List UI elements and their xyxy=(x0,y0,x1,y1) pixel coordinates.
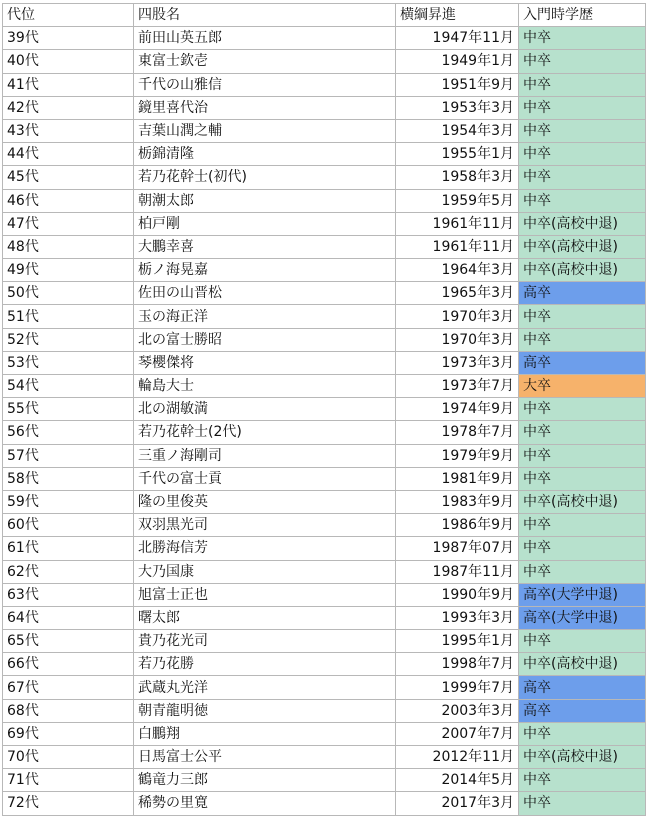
promotion-date-cell[interactable]: 1999年7月 xyxy=(396,676,519,699)
shikona-cell[interactable]: 前田山英五郎 xyxy=(134,27,396,50)
shikona-cell[interactable]: 柏戸剛 xyxy=(134,212,396,235)
generation-cell[interactable]: 39代 xyxy=(3,27,134,50)
header-shikona[interactable]: 四股名 xyxy=(134,4,396,27)
education-cell[interactable]: 大卒 xyxy=(519,375,646,398)
promotion-date-cell[interactable]: 1965年3月 xyxy=(396,282,519,305)
education-cell[interactable]: 高卒(大学中退) xyxy=(519,606,646,629)
shikona-cell[interactable]: 大乃国康 xyxy=(134,560,396,583)
shikona-cell[interactable]: 白鵬翔 xyxy=(134,722,396,745)
education-cell[interactable]: 中卒 xyxy=(519,537,646,560)
generation-cell[interactable]: 49代 xyxy=(3,259,134,282)
promotion-date-cell[interactable]: 1990年9月 xyxy=(396,583,519,606)
table-row xyxy=(3,143,646,166)
education-cell[interactable]: 中卒 xyxy=(519,398,646,421)
education-cell[interactable]: 中卒 xyxy=(519,143,646,166)
generation-cell[interactable]: 51代 xyxy=(3,305,134,328)
shikona-cell[interactable]: 玉の海正洋 xyxy=(134,305,396,328)
table-row xyxy=(3,189,646,212)
promotion-date-cell[interactable]: 1955年1月 xyxy=(396,143,519,166)
generation-cell[interactable]: 56代 xyxy=(3,421,134,444)
generation-cell[interactable]: 44代 xyxy=(3,143,134,166)
generation-cell[interactable]: 71代 xyxy=(3,769,134,792)
shikona-cell[interactable]: 三重ノ海剛司 xyxy=(134,444,396,467)
education-cell[interactable]: 中卒 xyxy=(519,96,646,119)
generation-cell[interactable]: 67代 xyxy=(3,676,134,699)
education-cell[interactable]: 中卒 xyxy=(519,328,646,351)
promotion-date-cell[interactable]: 1947年11月 xyxy=(396,27,519,50)
generation-cell[interactable]: 55代 xyxy=(3,398,134,421)
generation-cell[interactable]: 53代 xyxy=(3,351,134,374)
generation-cell[interactable]: 60代 xyxy=(3,514,134,537)
education-cell[interactable]: 中卒 xyxy=(519,467,646,490)
table-row xyxy=(3,630,646,653)
shikona-cell[interactable]: 旭富士正也 xyxy=(134,583,396,606)
shikona-cell[interactable]: 栃ノ海晃嘉 xyxy=(134,259,396,282)
generation-cell[interactable]: 43代 xyxy=(3,119,134,142)
header-row xyxy=(3,4,646,27)
shikona-cell[interactable]: 若乃花幹士(2代) xyxy=(134,421,396,444)
table-row xyxy=(3,212,646,235)
promotion-date-cell[interactable]: 1981年9月 xyxy=(396,467,519,490)
shikona-cell[interactable]: 琴櫻傑将 xyxy=(134,351,396,374)
education-cell[interactable]: 中卒 xyxy=(519,722,646,745)
education-cell[interactable]: 中卒 xyxy=(519,444,646,467)
header-promotion-date[interactable]: 横綱昇進 xyxy=(396,4,519,27)
education-cell[interactable]: 中卒 xyxy=(519,305,646,328)
promotion-date-cell[interactable]: 1964年3月 xyxy=(396,259,519,282)
table-row xyxy=(3,328,646,351)
promotion-date-cell[interactable]: 1959年5月 xyxy=(396,189,519,212)
table-row xyxy=(3,375,646,398)
header-education[interactable]: 入門時学歴 xyxy=(519,4,646,27)
shikona-cell[interactable]: 日馬富士公平 xyxy=(134,746,396,769)
shikona-cell[interactable]: 貴乃花光司 xyxy=(134,630,396,653)
promotion-date-cell[interactable]: 1987年11月 xyxy=(396,560,519,583)
generation-cell[interactable]: 63代 xyxy=(3,583,134,606)
shikona-cell[interactable]: 稀勢の里寛 xyxy=(134,792,396,815)
education-cell[interactable]: 中卒 xyxy=(519,560,646,583)
generation-cell[interactable]: 58代 xyxy=(3,467,134,490)
shikona-cell[interactable]: 吉葉山潤之輔 xyxy=(134,119,396,142)
generation-cell[interactable]: 54代 xyxy=(3,375,134,398)
shikona-cell[interactable]: 双羽黒光司 xyxy=(134,514,396,537)
promotion-date-cell[interactable]: 1993年3月 xyxy=(396,606,519,629)
shikona-cell[interactable]: 輪島大士 xyxy=(134,375,396,398)
promotion-date-cell[interactable]: 1986年9月 xyxy=(396,514,519,537)
shikona-cell[interactable]: 佐田の山晋松 xyxy=(134,282,396,305)
table-row xyxy=(3,653,646,676)
table-body xyxy=(3,27,646,815)
table-row xyxy=(3,27,646,50)
shikona-cell[interactable]: 隆の里俊英 xyxy=(134,490,396,513)
education-cell[interactable]: 高卒 xyxy=(519,676,646,699)
shikona-cell[interactable]: 北の湖敏満 xyxy=(134,398,396,421)
generation-cell[interactable]: 52代 xyxy=(3,328,134,351)
promotion-date-cell[interactable]: 1998年7月 xyxy=(396,653,519,676)
education-cell[interactable]: 高卒 xyxy=(519,282,646,305)
generation-cell[interactable]: 69代 xyxy=(3,722,134,745)
table-row xyxy=(3,73,646,96)
header-generation[interactable]: 代位 xyxy=(3,4,134,27)
shikona-cell[interactable]: 曙太郎 xyxy=(134,606,396,629)
promotion-date-cell[interactable]: 2007年7月 xyxy=(396,722,519,745)
generation-cell[interactable]: 59代 xyxy=(3,490,134,513)
table-row xyxy=(3,467,646,490)
generation-cell[interactable]: 68代 xyxy=(3,699,134,722)
promotion-date-cell[interactable]: 1958年3月 xyxy=(396,166,519,189)
promotion-date-cell[interactable]: 1987年07月 xyxy=(396,537,519,560)
generation-cell[interactable]: 66代 xyxy=(3,653,134,676)
education-cell[interactable]: 中卒 xyxy=(519,421,646,444)
education-cell[interactable]: 中卒(高校中退) xyxy=(519,490,646,513)
table-row xyxy=(3,351,646,374)
education-cell[interactable]: 中卒 xyxy=(519,792,646,815)
generation-cell[interactable]: 40代 xyxy=(3,50,134,73)
shikona-cell[interactable]: 朝青龍明徳 xyxy=(134,699,396,722)
table-row xyxy=(3,676,646,699)
shikona-cell[interactable]: 若乃花幹士(初代) xyxy=(134,166,396,189)
table-row xyxy=(3,119,646,142)
table-row xyxy=(3,769,646,792)
promotion-date-cell[interactable]: 1978年7月 xyxy=(396,421,519,444)
promotion-date-cell[interactable]: 1949年1月 xyxy=(396,50,519,73)
yokozuna-table xyxy=(2,3,646,816)
promotion-date-cell[interactable]: 1973年3月 xyxy=(396,351,519,374)
table-row xyxy=(3,490,646,513)
shikona-cell[interactable]: 若乃花勝 xyxy=(134,653,396,676)
education-cell[interactable]: 中卒 xyxy=(519,189,646,212)
generation-cell[interactable]: 62代 xyxy=(3,560,134,583)
table-row xyxy=(3,96,646,119)
table-row xyxy=(3,560,646,583)
shikona-cell[interactable]: 千代の富士貢 xyxy=(134,467,396,490)
table-row xyxy=(3,282,646,305)
education-cell[interactable]: 中卒 xyxy=(519,50,646,73)
table-row xyxy=(3,722,646,745)
table-row xyxy=(3,792,646,815)
table-row xyxy=(3,305,646,328)
shikona-cell[interactable]: 栃錦清隆 xyxy=(134,143,396,166)
table-row xyxy=(3,235,646,258)
generation-cell[interactable]: 70代 xyxy=(3,746,134,769)
shikona-cell[interactable]: 大鵬幸喜 xyxy=(134,235,396,258)
education-cell[interactable]: 中卒(高校中退) xyxy=(519,746,646,769)
education-cell[interactable]: 中卒(高校中退) xyxy=(519,653,646,676)
table-row xyxy=(3,50,646,73)
table-row xyxy=(3,537,646,560)
generation-cell[interactable]: 65代 xyxy=(3,630,134,653)
promotion-date-cell[interactable]: 2017年3月 xyxy=(396,792,519,815)
table-row xyxy=(3,259,646,282)
shikona-cell[interactable]: 東富士欽壱 xyxy=(134,50,396,73)
shikona-cell[interactable]: 武蔵丸光洋 xyxy=(134,676,396,699)
promotion-date-cell[interactable]: 1983年9月 xyxy=(396,490,519,513)
table-row xyxy=(3,699,646,722)
education-cell[interactable]: 中卒 xyxy=(519,119,646,142)
promotion-date-cell[interactable]: 1953年3月 xyxy=(396,96,519,119)
shikona-cell[interactable]: 北の富士勝昭 xyxy=(134,328,396,351)
education-cell[interactable]: 高卒 xyxy=(519,351,646,374)
education-cell[interactable]: 中卒 xyxy=(519,630,646,653)
generation-cell[interactable]: 72代 xyxy=(3,792,134,815)
promotion-date-cell[interactable]: 1970年3月 xyxy=(396,328,519,351)
table-row xyxy=(3,166,646,189)
generation-cell[interactable]: 45代 xyxy=(3,166,134,189)
promotion-date-cell[interactable]: 1951年9月 xyxy=(396,73,519,96)
table-row xyxy=(3,606,646,629)
promotion-date-cell[interactable]: 1961年11月 xyxy=(396,212,519,235)
promotion-date-cell[interactable]: 1954年3月 xyxy=(396,119,519,142)
education-cell[interactable]: 中卒 xyxy=(519,514,646,537)
shikona-cell[interactable]: 鏡里喜代治 xyxy=(134,96,396,119)
promotion-date-cell[interactable]: 1995年1月 xyxy=(396,630,519,653)
education-cell[interactable]: 中卒 xyxy=(519,73,646,96)
generation-cell[interactable]: 61代 xyxy=(3,537,134,560)
table-row xyxy=(3,514,646,537)
education-cell[interactable]: 高卒 xyxy=(519,699,646,722)
shikona-cell[interactable]: 北勝海信芳 xyxy=(134,537,396,560)
promotion-date-cell[interactable]: 2003年3月 xyxy=(396,699,519,722)
table-row xyxy=(3,444,646,467)
generation-cell[interactable]: 41代 xyxy=(3,73,134,96)
promotion-date-cell[interactable]: 1973年7月 xyxy=(396,375,519,398)
generation-cell[interactable]: 42代 xyxy=(3,96,134,119)
generation-cell[interactable]: 57代 xyxy=(3,444,134,467)
promotion-date-cell[interactable]: 1970年3月 xyxy=(396,305,519,328)
education-cell[interactable]: 中卒 xyxy=(519,27,646,50)
generation-cell[interactable]: 50代 xyxy=(3,282,134,305)
promotion-date-cell[interactable]: 1961年11月 xyxy=(396,235,519,258)
table-row xyxy=(3,421,646,444)
shikona-cell[interactable]: 千代の山雅信 xyxy=(134,73,396,96)
education-cell[interactable]: 中卒 xyxy=(519,769,646,792)
education-cell[interactable]: 中卒(高校中退) xyxy=(519,235,646,258)
table-row xyxy=(3,398,646,421)
education-cell[interactable]: 中卒(高校中退) xyxy=(519,259,646,282)
promotion-date-cell[interactable]: 1974年9月 xyxy=(396,398,519,421)
shikona-cell[interactable]: 鶴竜力三郎 xyxy=(134,769,396,792)
generation-cell[interactable]: 46代 xyxy=(3,189,134,212)
generation-cell[interactable]: 64代 xyxy=(3,606,134,629)
generation-cell[interactable]: 48代 xyxy=(3,235,134,258)
table-row xyxy=(3,583,646,606)
shikona-cell[interactable]: 朝潮太郎 xyxy=(134,189,396,212)
education-cell[interactable]: 中卒(高校中退) xyxy=(519,212,646,235)
education-cell[interactable]: 高卒(大学中退) xyxy=(519,583,646,606)
promotion-date-cell[interactable]: 1979年9月 xyxy=(396,444,519,467)
education-cell[interactable]: 中卒 xyxy=(519,166,646,189)
promotion-date-cell[interactable]: 2012年11月 xyxy=(396,746,519,769)
promotion-date-cell[interactable]: 2014年5月 xyxy=(396,769,519,792)
table-row xyxy=(3,746,646,769)
generation-cell[interactable]: 47代 xyxy=(3,212,134,235)
